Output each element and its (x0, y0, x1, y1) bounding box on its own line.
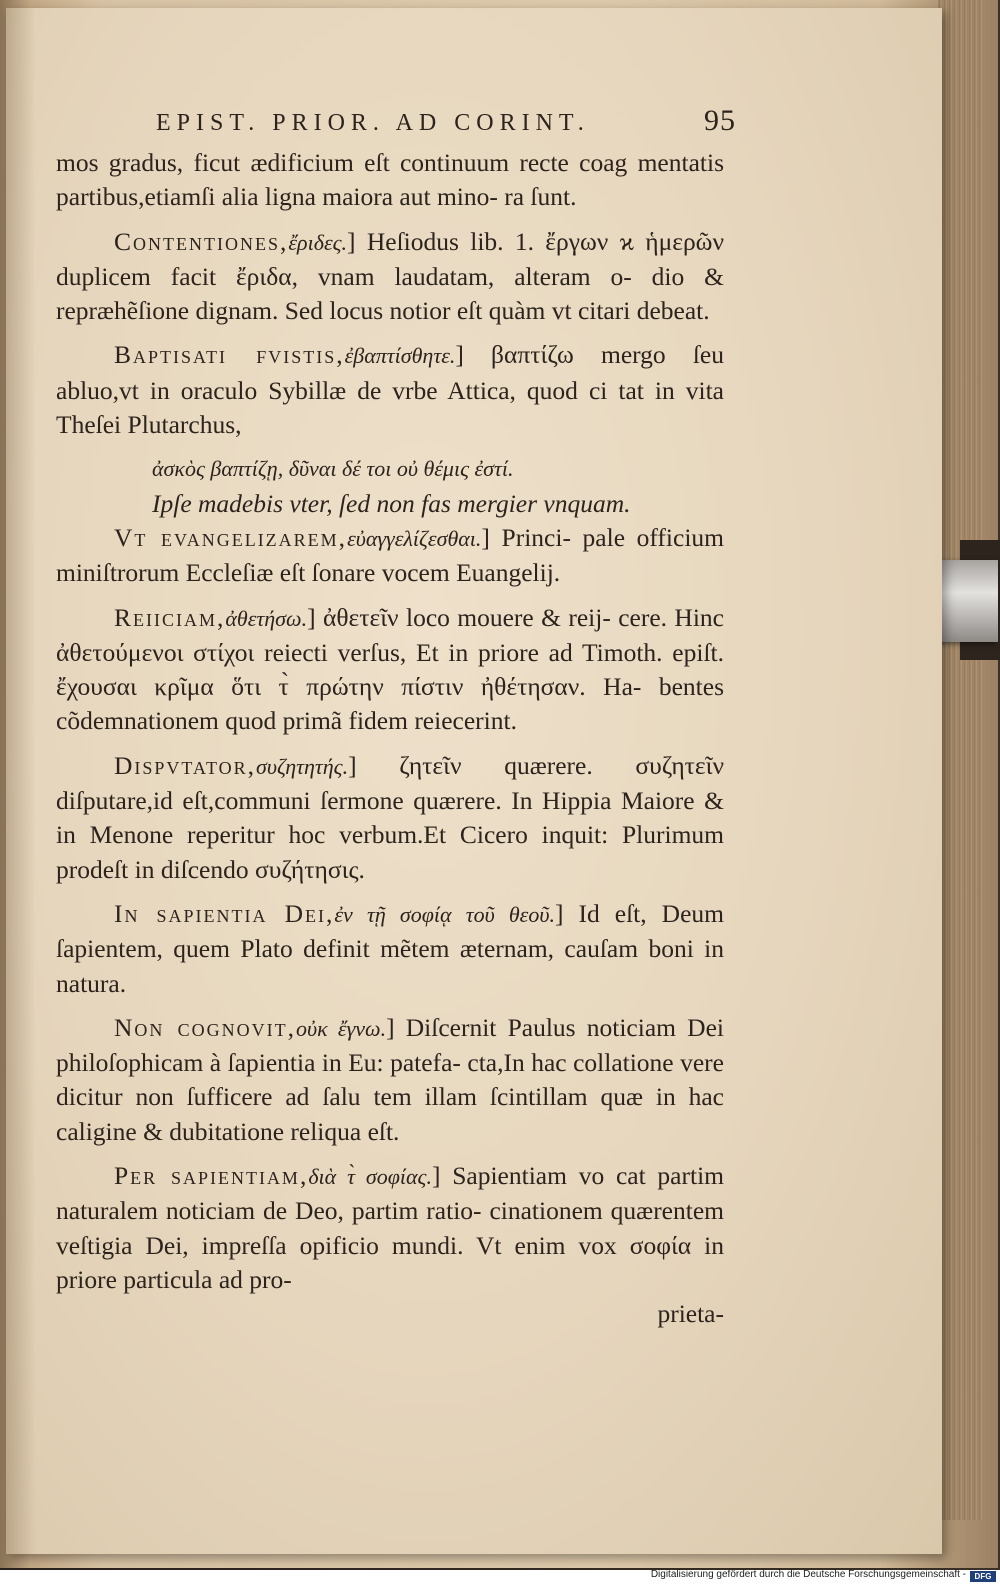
greek-term: ἔριδες. (288, 229, 348, 255)
book-page (6, 8, 942, 1554)
footer-credit: Digitalisierung gefördert durch die Deutsche Forschungsgemeinschaft - (650, 1569, 966, 1580)
greek-term: οὐκ ἔγνω. (295, 1015, 387, 1041)
paragraph (56, 146, 724, 215)
paragraph (56, 1159, 724, 1297)
lemma: Reiiciam, (114, 602, 226, 632)
greek-term: ἀθετήσω. (225, 605, 308, 631)
paragraph-text: ] Sapientiam vo cat partim naturalem noticiam de Deo, partim ratio- cinationem quærentem veſtigia Dei, impreſſa opificio mundi. Vt enim vox σοφία in priore particula ad pro- (56, 1161, 724, 1294)
greek-term: ἐβαπτίσθητε. (344, 343, 456, 369)
catchword: prieta- (657, 1299, 724, 1329)
lemma: Non cognovit, (114, 1012, 296, 1042)
verse-greek: ἀσκὸς βαπτίζῃ, δῦναι δέ τοι οὐ θέμις ἐστί. (152, 456, 514, 482)
lemma: Dispvtator, (114, 750, 257, 780)
lemma: Contentiones, (114, 226, 289, 256)
running-head (156, 104, 736, 140)
paragraph-text: ] Diſcernit Paulus noticiam Dei philoſophicam à ſapientia in Eu: patefa- cta,In hac collatione vere dicitur non ſufficere ad ſalu tem illam ſcintillam quæ in hac caligine & dubitatione reliqua eſt. (56, 1012, 724, 1146)
paragraph-text: ] βαπτίζω mergo ſeu abluo,vt in oraculo Sybillæ de vrbe Attica, quod ci tat in vita Theſei Plutarchus, (56, 340, 724, 440)
page-number: 95 (704, 104, 736, 137)
running-title: EPIST. PRIOR. AD CORINT. (156, 110, 590, 136)
dfg-logo: DFG (970, 1571, 996, 1582)
greek-term: διὰ τ̀ σοφίας. (308, 1164, 432, 1190)
text-block (56, 146, 724, 1332)
paragraph-text: ] ζητεῖν quærere. συζητεῖν diſputare,id eſt,communi ſermone quærere. In Hippia Maiore & in Menone reperitur hoc verbum.Et Cicero inquit: Plurimum prodeſt in diſcendo συζήτησις. (56, 750, 724, 884)
paragraph (56, 338, 724, 442)
lemma: Vt evangelizarem, (114, 522, 348, 552)
lemma: In sapientia Dei, (114, 898, 335, 928)
paragraph (56, 521, 724, 591)
paragraph-text: ] Id eſt, Deum ſapientem, quem Plato definit mẽtem æternam, cauſam boni in natura. (56, 898, 724, 998)
paragraph-text: ] Heſiodus lib. 1. ἔργων ϰ ἡμερῶν duplicem facit ἔριδα, vnam laudatam, alteram o- dio & repræhẽſione dignam. Sed locus notior eſt quàm vt citari debeat. (56, 226, 724, 326)
paragraph-text: ] ἀθετεῖν loco mouere & reij- cere. Hinc ἀθετούμενοι στίχοι reiecti verſus, Et in priore ad Timoth. epiſt. ἔχουσαι κρῖμα ὅτι τ̀ πρώτην πίστιν ἠθέτησαν. Ha- bentes cõdemnationem quod primã fidem reiecerint. (56, 602, 724, 736)
paragraph (56, 601, 724, 739)
verse-quotation (152, 452, 724, 521)
paragraph (56, 225, 724, 329)
greek-term: ἐν τῇ σοφίᾳ τοῦ θεοῦ. (334, 901, 555, 927)
paragraph (56, 897, 724, 1001)
paragraph-text: ] Princi- pale officium miniſtrorum Eccleſiæ eſt ſonare vocem Euangelij. (56, 522, 724, 588)
paragraph (56, 749, 724, 887)
digitization-footer (0, 1570, 1000, 1584)
paragraph-text: mos gradus, ficut ædificium eſt continuum recte coag mentatis partibus,etiamſi alia ligna maiora aut mino- ra ſunt. (56, 148, 724, 212)
greek-term: εὐαγγελίζεσθαι. (347, 525, 482, 551)
lemma: Per sapientiam, (114, 1161, 309, 1191)
lemma: Baptisati fvistis, (114, 340, 345, 370)
greek-term: συζητητής. (256, 753, 349, 779)
verse-latin: Ipſe madebis vter, ſed non fas mergier vnquam. (152, 488, 631, 518)
paragraph (56, 1011, 724, 1149)
fore-edge (938, 0, 982, 1520)
